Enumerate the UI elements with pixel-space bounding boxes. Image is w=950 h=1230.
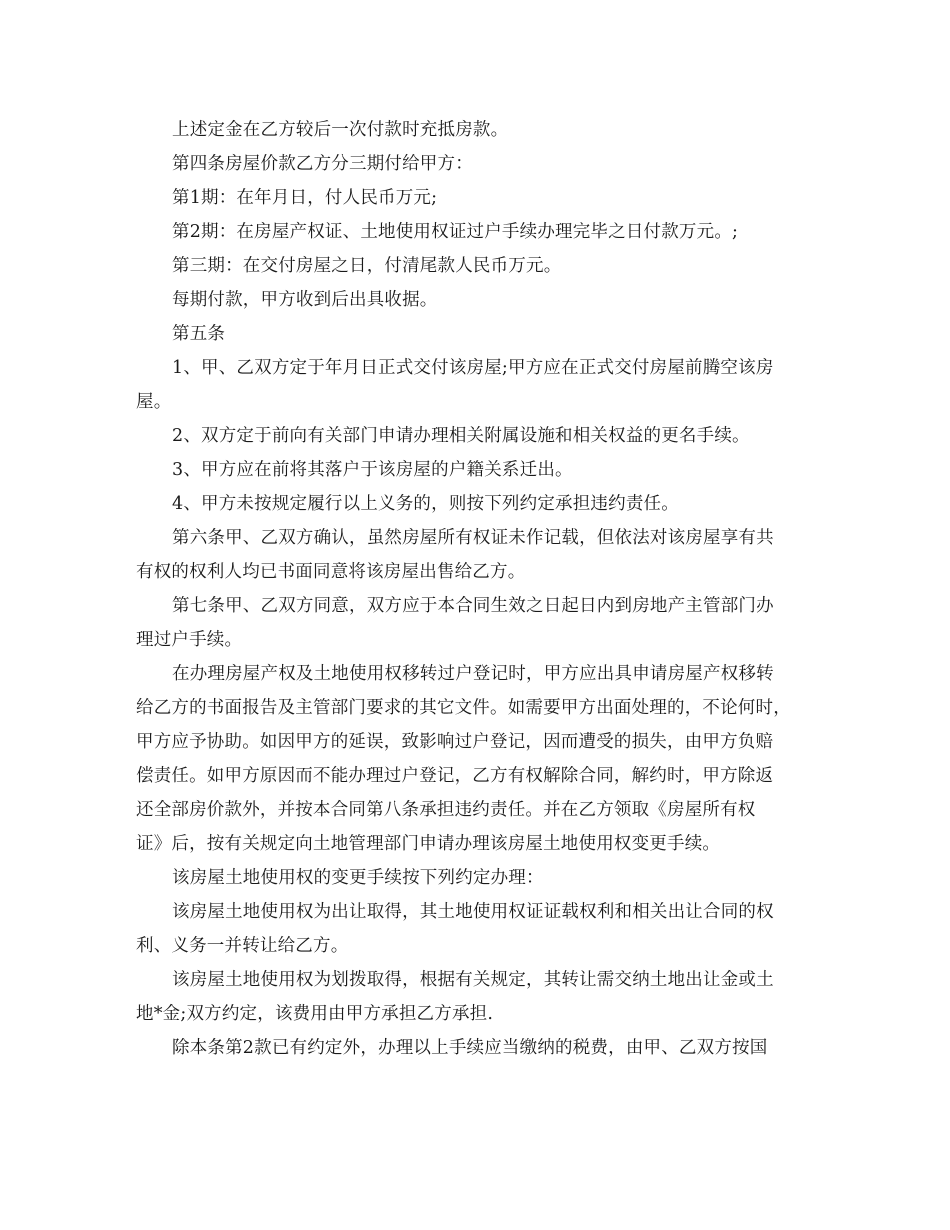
text-line: 甲方应予协助。如因甲方的延误，致影响过户登记，因而遭受的损失，由甲方负赔 [136,732,774,752]
text-line: 4、甲方未按规定履行以上义务的，则按下列约定承担违约责任。 [172,494,679,514]
document-body [136,113,826,1065]
text-line: 该房屋土地使用权的变更手续按下列约定办理： [172,868,544,888]
text-line: 地*金;双方约定，该费用由甲方承担乙方承担. [136,1004,494,1024]
text-line: 在办理房屋产权及土地使用权移转过户登记时，甲方应出具申请房屋产权移转 [172,664,774,684]
text-line: 1、甲、乙双方定于年月日正式交付该房屋;甲方应在正式交付房屋前腾空该房 [172,358,774,378]
text-line: 利、义务一并转让给乙方。 [136,936,349,956]
text-line: 证》后，按有关规定向土地管理部门申请办理该房屋土地使用权变更手续。 [136,834,721,854]
text-line: 上述定金在乙方较后一次付款时充抵房款。 [172,120,509,140]
text-line: 偿责任。如甲方原因而不能办理过户登记，乙方有权解除合同，解约时，甲方除返 [136,766,774,786]
text-line: 第七条甲、乙双方同意，双方应于本合同生效之日起日内到房地产主管部门办 [172,596,774,616]
text-line: 2、双方定于前向有关部门申请办理相关附属设施和相关权益的更名手续。 [172,426,750,446]
text-line: 理过户手续。 [136,630,243,650]
text-line: 该房屋土地使用权为出让取得，其土地使用权证证载权利和相关出让合同的权 [172,902,774,922]
text-line: 屋。 [136,392,172,412]
text-line: 第三期：在交付房屋之日，付清尾款人民币万元。 [172,256,562,276]
text-line: 第五条 [172,324,226,344]
text-line: 第2期：在房屋产权证、土地使用权证过户手续办理完毕之日付款万元。; [172,222,739,242]
text-line: 还全部房价款外，并按本合同第八条承担违约责任。并在乙方领取《房屋所有权 [136,800,756,820]
text-line: 第1期：在年月日，付人民币万元; [172,188,438,208]
text-line: 第六条甲、乙双方确认，虽然房屋所有权证未作记载，但依法对该房屋享有共 [172,528,774,548]
text-line: 除本条第2款已有约定外，办理以上手续应当缴纳的税费，由甲、乙双方按国 [172,1038,768,1058]
text-line: 每期付款，甲方收到后出具收据。 [172,290,438,310]
text-line: 第四条房屋价款乙方分三期付给甲方： [172,154,473,174]
text-line: 该房屋土地使用权为划拨取得，根据有关规定，其转让需交纳土地出让金或土 [172,970,774,990]
text-line: 3、甲方应在前将其落户于该房屋的户籍关系迁出。 [172,460,573,480]
text-line: 给乙方的书面报告及主管部门要求的其它文件。如需要甲方出面处理的，不论何时， [136,698,791,718]
text-line: 有权的权利人均已书面同意将该房屋出售给乙方。 [136,562,526,582]
